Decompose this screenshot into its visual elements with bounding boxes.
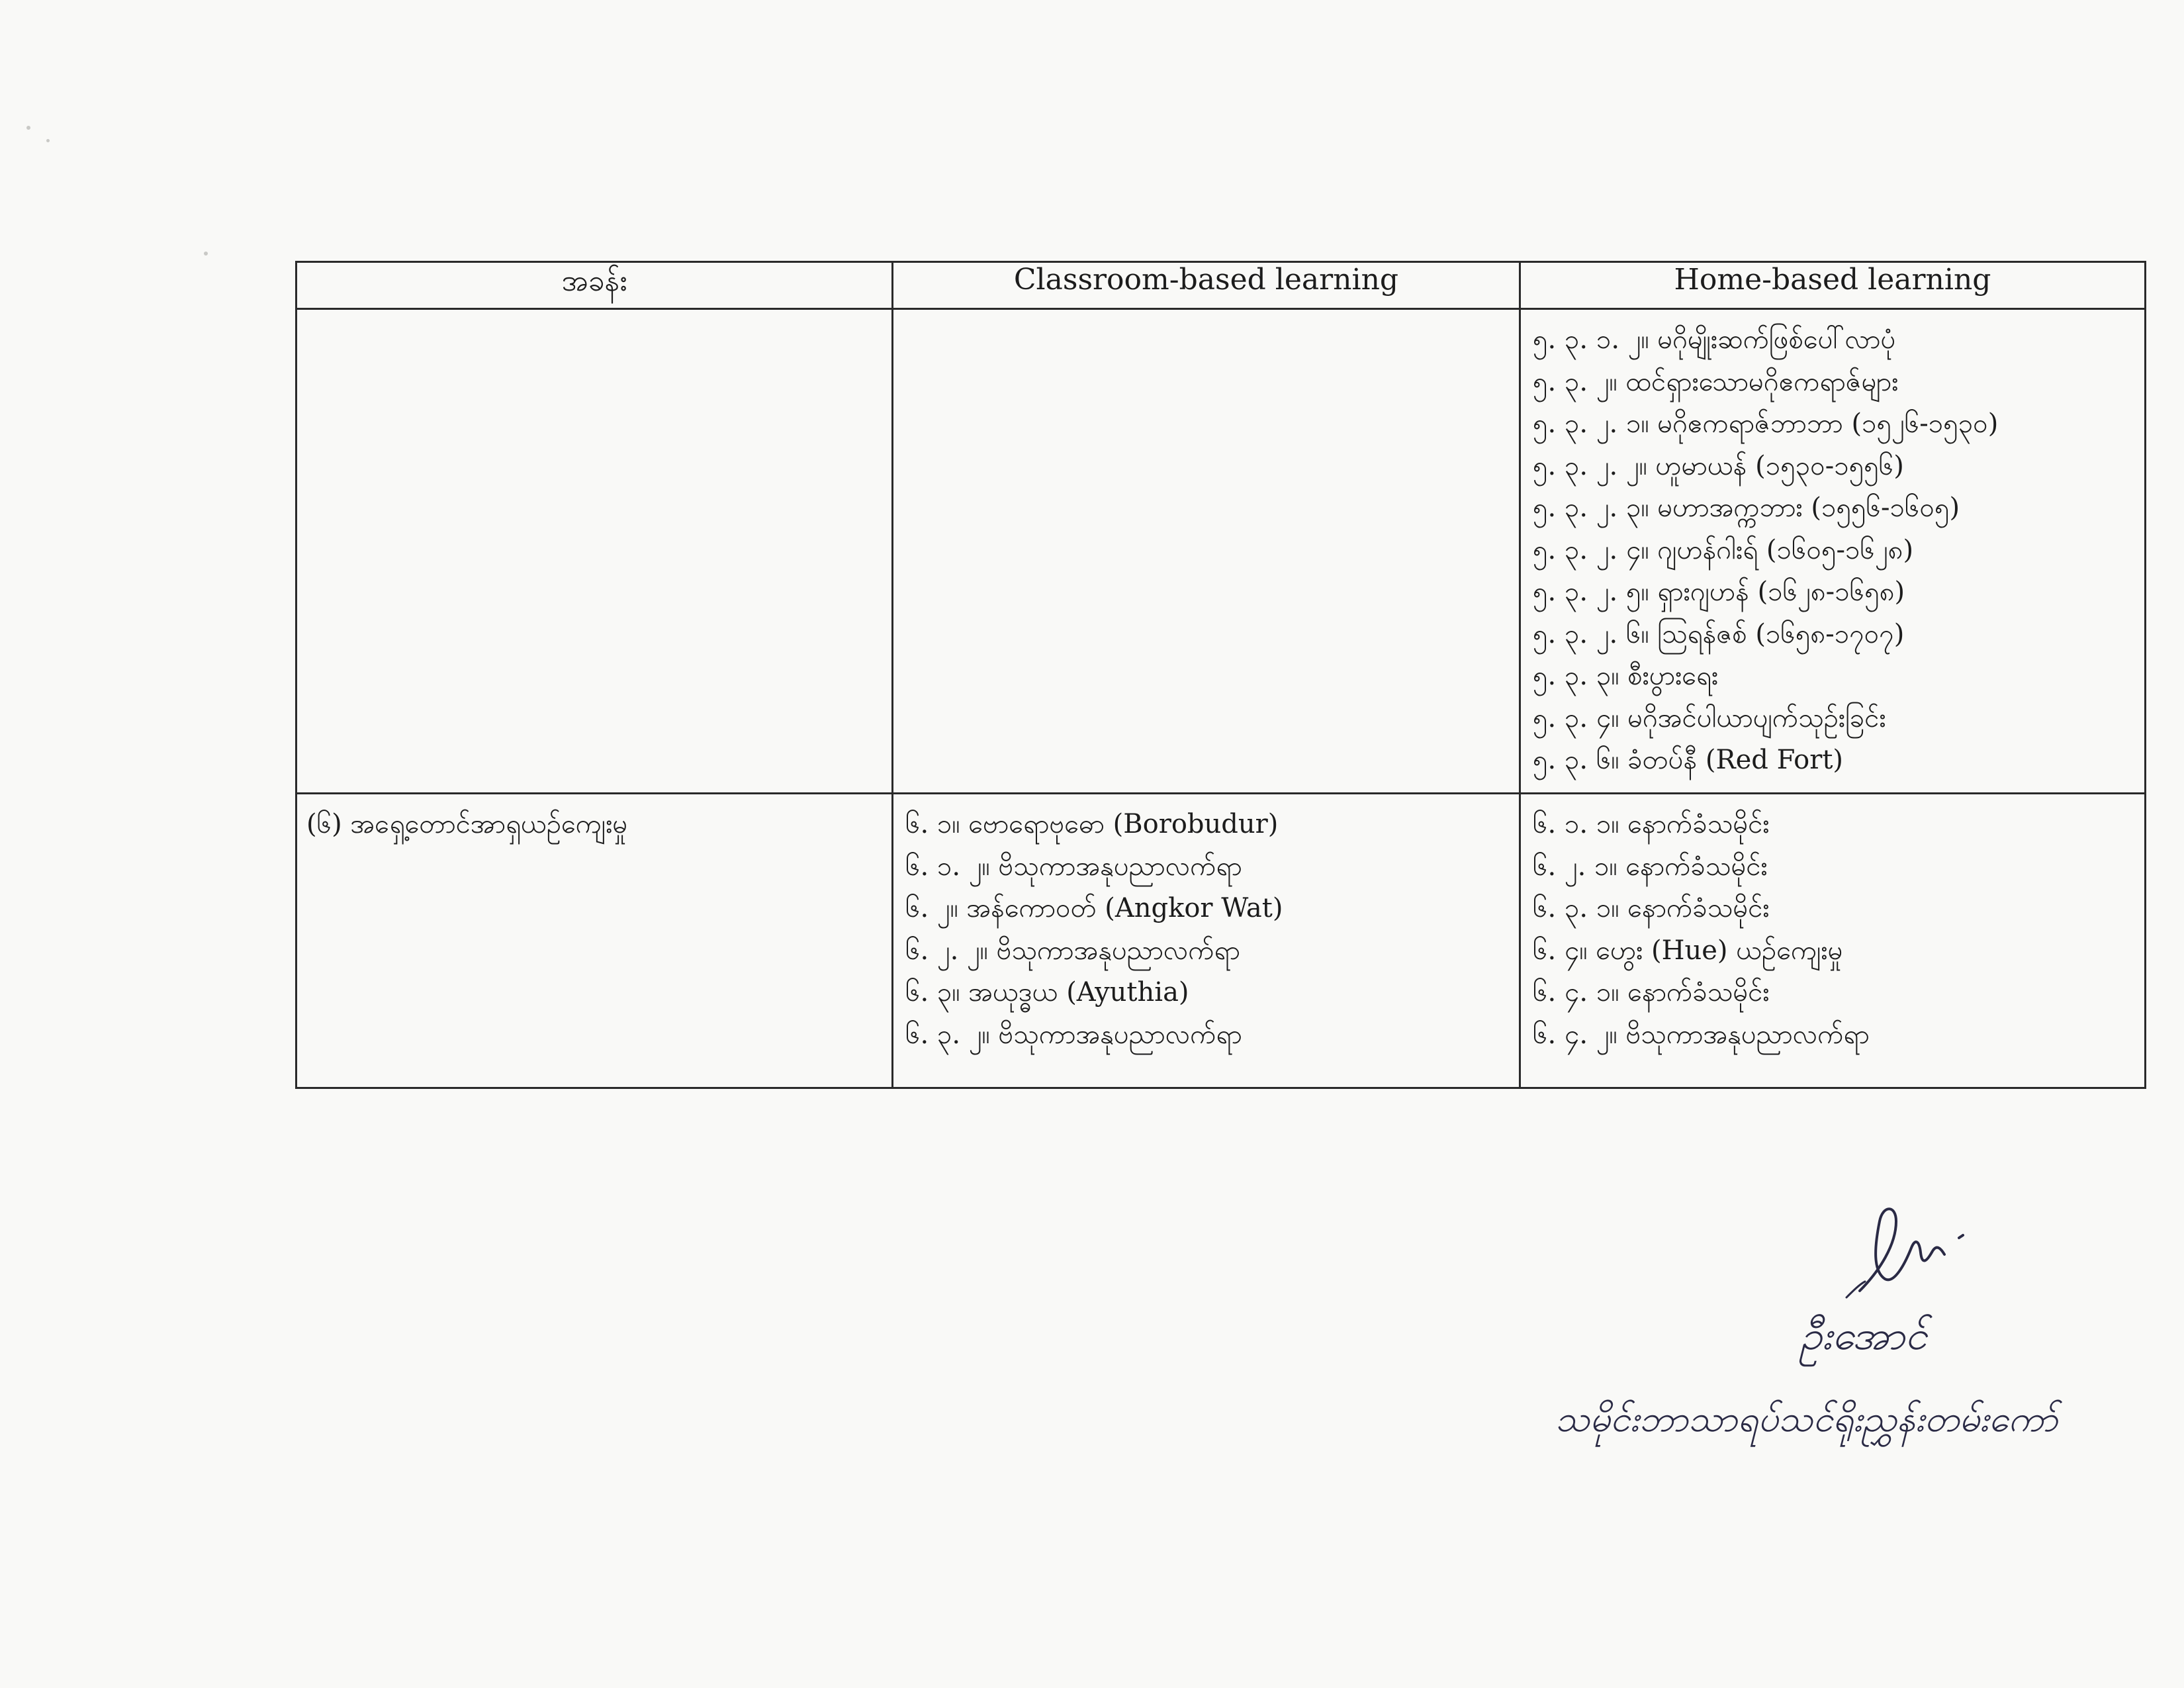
list-item: ၅. ၃. ၂. ၂။ ဟူမာယန် (၁၅၃၀-၁၅၅၆) (1533, 450, 1904, 481)
signature-scribble-icon (1833, 1192, 2005, 1304)
classroom-cell (893, 309, 1520, 794)
header-chapter: အခန်း (296, 262, 893, 309)
topic-cell (296, 309, 893, 794)
home-list (1521, 310, 2144, 791)
classroom-cell (893, 794, 1520, 1088)
home-cell (1520, 794, 2146, 1088)
list-item: ၅. ၃. ၂။ ထင်ရှားသောမဂိုဧကရာဇ်များ (1533, 366, 1899, 397)
list-item: ၅. ၃. ၂. ၄။ ဂျဟန်ဂါးရ် (၁၆၀၅-၁၆၂၈) (1533, 534, 1914, 565)
scan-speck (46, 139, 50, 142)
table-row (296, 309, 2146, 794)
list-item: ၆. ၁။ ဗောရောဗုဓော (Borobudur) (905, 809, 1279, 839)
list-item: ၆. ၁. ၂။ ဗိသုကာအနုပညာလက်ရာ (905, 851, 1242, 882)
header-classroom: Classroom-based learning (893, 262, 1520, 309)
list-item: ၅. ၃. ၂. ၃။ မဟာအက္ကဘား (၁၅၅၆-၁၆၀၅) (1533, 492, 1960, 523)
scan-speck (26, 126, 30, 130)
list-item: ၆. ၁. ၁။ နောက်ခံသမိုင်း (1533, 809, 1770, 839)
list-item: ၅. ၃. ၂. ၅။ ရှားဂျဟန် (၁၆၂၈-၁၆၅၈) (1533, 577, 1905, 607)
list-item: ၅. ၃. ၁. ၂။ မဂိုမျိုးဆက်ဖြစ်ပေါ်လာပုံ (1533, 324, 1896, 355)
lesson-table (295, 261, 2146, 1089)
list-item: ၆. ၄။ ဟွေး (Hue) ယဉ်ကျေးမှု (1533, 935, 1843, 966)
signature-title: သမိုင်းဘာသာရပ်သင်ရိုးညွှန်းတမ်းကော် (1555, 1398, 2058, 1440)
scan-speck (204, 252, 208, 256)
list-item: ၅. ၃. ၂. ၆။ သြရန်ဇစ် (၁၆၅၈-၁၇၀၇) (1533, 618, 1905, 649)
header-home: Home-based learning (1520, 262, 2146, 309)
list-item: ၆. ၃. ၂။ ဗိသုကာအနုပညာလက်ရာ (905, 1019, 1242, 1050)
table-header-row (296, 262, 2146, 309)
list-item: ၆. ၄. ၁။ နောက်ခံသမိုင်း (1533, 977, 1770, 1008)
home-list (1521, 794, 2144, 1065)
list-item: ၆. ၂. ၁။ နောက်ခံသမိုင်း (1533, 851, 1768, 882)
list-item: ၅. ၃. ၃။ စီးပွားရေး (1533, 661, 1719, 691)
topic-cell (296, 794, 893, 1088)
list-item: ၅. ၃. ၄။ မဂိုအင်ပါယာပျက်သုဉ်းခြင်း (1533, 702, 1886, 733)
signature-name: ဦးအောင် (1800, 1313, 1927, 1359)
list-item: ၅. ၃. ၂. ၁။ မဂိုဧကရာဇ်ဘာဘာ (၁၅၂၆-၁၅၃၀) (1533, 408, 1999, 439)
list-item: ၆. ၂။ အန်ကောဝတ် (Angkor Wat) (905, 893, 1283, 923)
home-cell (1520, 309, 2146, 794)
table-row (296, 794, 2146, 1088)
classroom-list (893, 794, 1519, 1065)
list-item: ၅. ၃. ၆။ ခံတပ်နီ (Red Fort) (1533, 745, 1844, 775)
list-item: ၆. ၄. ၂။ ဗိသုကာအနုပညာလက်ရာ (1533, 1019, 1870, 1050)
list-item: ၆. ၂. ၂။ ဗိသုကာအနုပညာလက်ရာ (905, 935, 1240, 966)
topic-label: (၆) အရှေ့တောင်အာရှယဉ်ကျေးမှု (306, 809, 628, 839)
topic-label (297, 310, 891, 319)
list-item: ၆. ၃. ၁။ နောက်ခံသမိုင်း (1533, 893, 1770, 923)
list-item: ၆. ၃။ အယုဒ္ဓယ (Ayuthia) (905, 977, 1189, 1008)
